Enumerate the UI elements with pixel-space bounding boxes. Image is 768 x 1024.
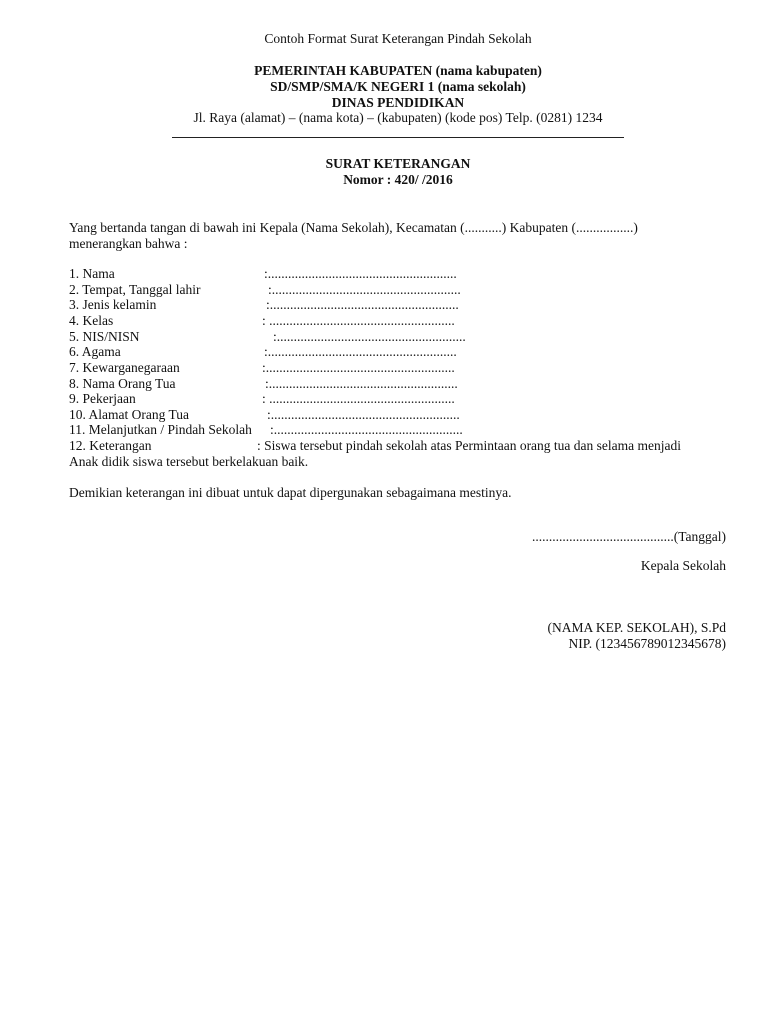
- field-value: :........................................................: [273, 329, 466, 344]
- signature-nip: NIP. (123456789012345678): [568, 636, 726, 651]
- field-label: 5. NIS/NISN: [69, 329, 140, 344]
- field-label: 8. Nama Orang Tua: [69, 376, 176, 391]
- field-label: 7. Kewarganegaraan: [69, 360, 180, 375]
- letter-number: Nomor : 420/ /2016: [343, 172, 453, 187]
- keterangan-continuation: Anak didik siswa tersebut berkelakuan baik.: [69, 454, 309, 469]
- field-value: : .......................................................: [262, 313, 455, 328]
- field-value: :........................................................: [270, 422, 463, 437]
- field-value: :........................................................: [266, 297, 459, 312]
- field-value: :........................................................: [268, 282, 461, 297]
- field-label: 12. Keterangan: [69, 438, 152, 453]
- field-label: 11. Melanjutkan / Pindah Sekolah: [69, 422, 252, 437]
- page-heading: Contoh Format Surat Keterangan Pindah Sekolah: [264, 31, 532, 46]
- field-value: :........................................................: [265, 376, 458, 391]
- letter-title: SURAT KETERANGAN: [325, 156, 471, 171]
- letterhead-government: PEMERINTAH KABUPATEN (nama kabupaten): [254, 63, 542, 78]
- intro-line-1: Yang bertanda tangan di bawah ini Kepala (Nama Sekolah), Kecamatan (...........) Kabupaten (.................): [69, 220, 638, 235]
- closing-statement: Demikian keterangan ini dibuat untuk dapat dipergunakan sebagaimana mestinya.: [69, 485, 512, 500]
- field-label: 2. Tempat, Tanggal lahir: [69, 282, 201, 297]
- field-value: :........................................................: [264, 266, 457, 281]
- signature-date: ..........................................(Tanggal): [531, 529, 726, 544]
- field-label: 3. Jenis kelamin: [69, 297, 157, 312]
- field-value: :........................................................: [264, 344, 457, 359]
- letterhead-department: DINAS PENDIDIKAN: [331, 95, 465, 110]
- field-value: : .......................................................: [262, 391, 455, 406]
- field-label: 1. Nama: [69, 266, 115, 281]
- letterhead-school: SD/SMP/SMA/K NEGERI 1 (nama sekolah): [270, 79, 526, 94]
- field-label: 9. Pekerjaan: [69, 391, 136, 406]
- field-label: 10. Alamat Orang Tua: [69, 407, 189, 422]
- letterhead-divider: [172, 137, 624, 138]
- field-value: : Siswa tersebut pindah sekolah atas Permintaan orang tua dan selama menjadi: [257, 438, 682, 453]
- signature-position: Kepala Sekolah: [640, 558, 726, 573]
- field-value: :........................................................: [262, 360, 455, 375]
- field-value: :........................................................: [267, 407, 460, 422]
- letterhead-address: Jl. Raya (alamat) – (nama kota) – (kabupaten) (kode pos) Telp. (0281) 1234: [193, 110, 603, 125]
- intro-line-2: menerangkan bahwa :: [69, 236, 188, 251]
- field-label: 4. Kelas: [69, 313, 114, 328]
- field-label: 6. Agama: [69, 344, 121, 359]
- signature-name: (NAMA KEP. SEKOLAH), S.Pd: [547, 620, 726, 635]
